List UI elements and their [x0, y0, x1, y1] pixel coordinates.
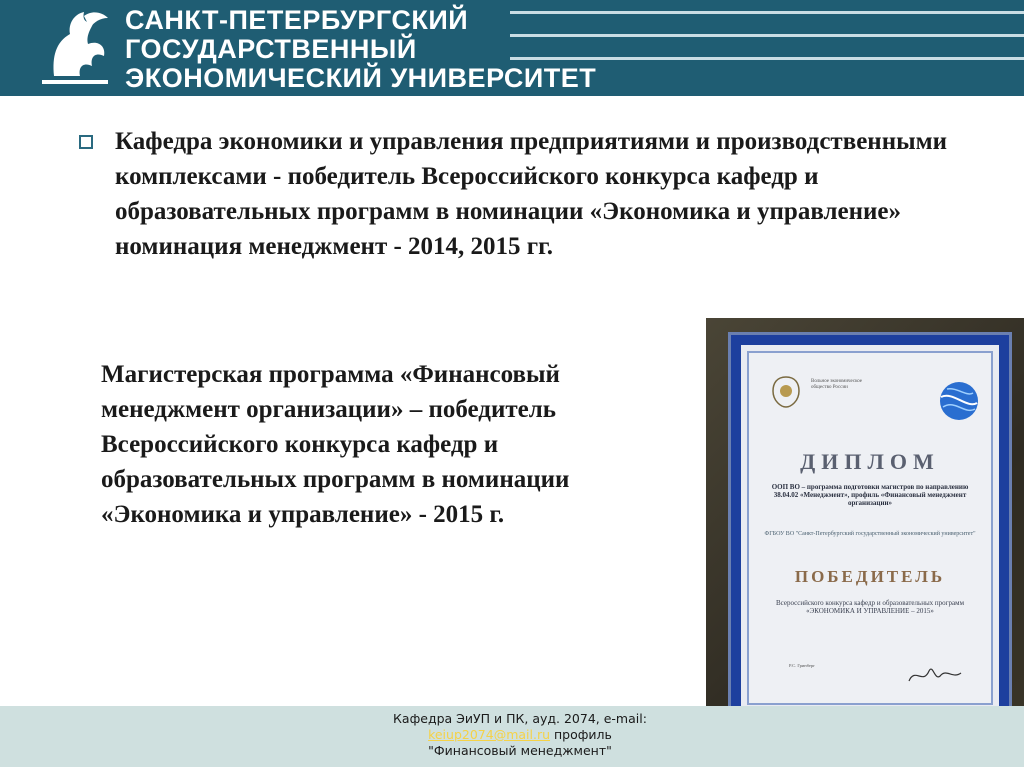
diploma-signatory: Р.С. Гринберг [789, 663, 816, 668]
diploma-photo [706, 318, 1024, 745]
university-name-line: ГОСУДАРСТВЕННЫЙ [125, 34, 417, 64]
emblem-icon [771, 375, 801, 409]
diploma-border [731, 335, 1009, 721]
footer-line-2 [360, 727, 680, 743]
program-award-text: Магистерская программа «Финансовый менеджмент организации» – победитель Всероссийского конкурса кафедр и образовательных программ в номинации «Экономика и управление» - 2015 г. [101, 361, 570, 528]
diploma-paper [747, 351, 993, 705]
department-award-text: Кафедра экономики и управления предприятиями и производственными комплексами - победитель Всероссийского конкурса кафедр и образовательных программ в номинации «Экономика и управление» номинация менеджмент - 2014, 2015 гг. [115, 128, 948, 260]
diploma-title: ДИПЛОМ [800, 449, 940, 474]
university-name [125, 6, 596, 93]
griffin-logo-icon [34, 6, 116, 88]
diploma-frame [728, 332, 1012, 724]
signature-icon [905, 659, 965, 689]
diploma-contest: Всероссийского конкурса кафедр и образовательных программ «ЭКОНОМИКА И УПРАВЛЕНИЕ – 2015» [775, 599, 964, 615]
university-name-line: ЭКОНОМИЧЕСКИЙ УНИВЕРСИТЕТ [125, 63, 597, 93]
diploma-winner: ПОБЕДИТЕЛЬ [794, 567, 946, 586]
email-link[interactable]: keiup2074@mail.ru [428, 727, 551, 742]
footer-line-1: Кафедра ЭиУП и ПК, ауд. 2074, e-mail: [393, 711, 647, 726]
footer-contact [360, 711, 680, 759]
diploma-org: Вольное экономическое общество России [811, 379, 863, 390]
square-bullet-icon [79, 135, 93, 149]
diploma-university: ФГБОУ ВО "Санкт-Петербургский государственный экономический университет" [764, 531, 976, 537]
globe-icon [937, 379, 981, 423]
footer-profile-label: профиль [550, 727, 612, 742]
university-name-line: САНКТ-ПЕТЕРБУРГСКИЙ [125, 5, 469, 35]
footer-line-3: "Финансовый менеджмент" [428, 743, 612, 758]
diploma-body: ООП ВО – программа подготовки магистров по направлению 38.04.02 «Менеджмент», профиль «Финансовый менеджмент организации» [771, 483, 969, 507]
